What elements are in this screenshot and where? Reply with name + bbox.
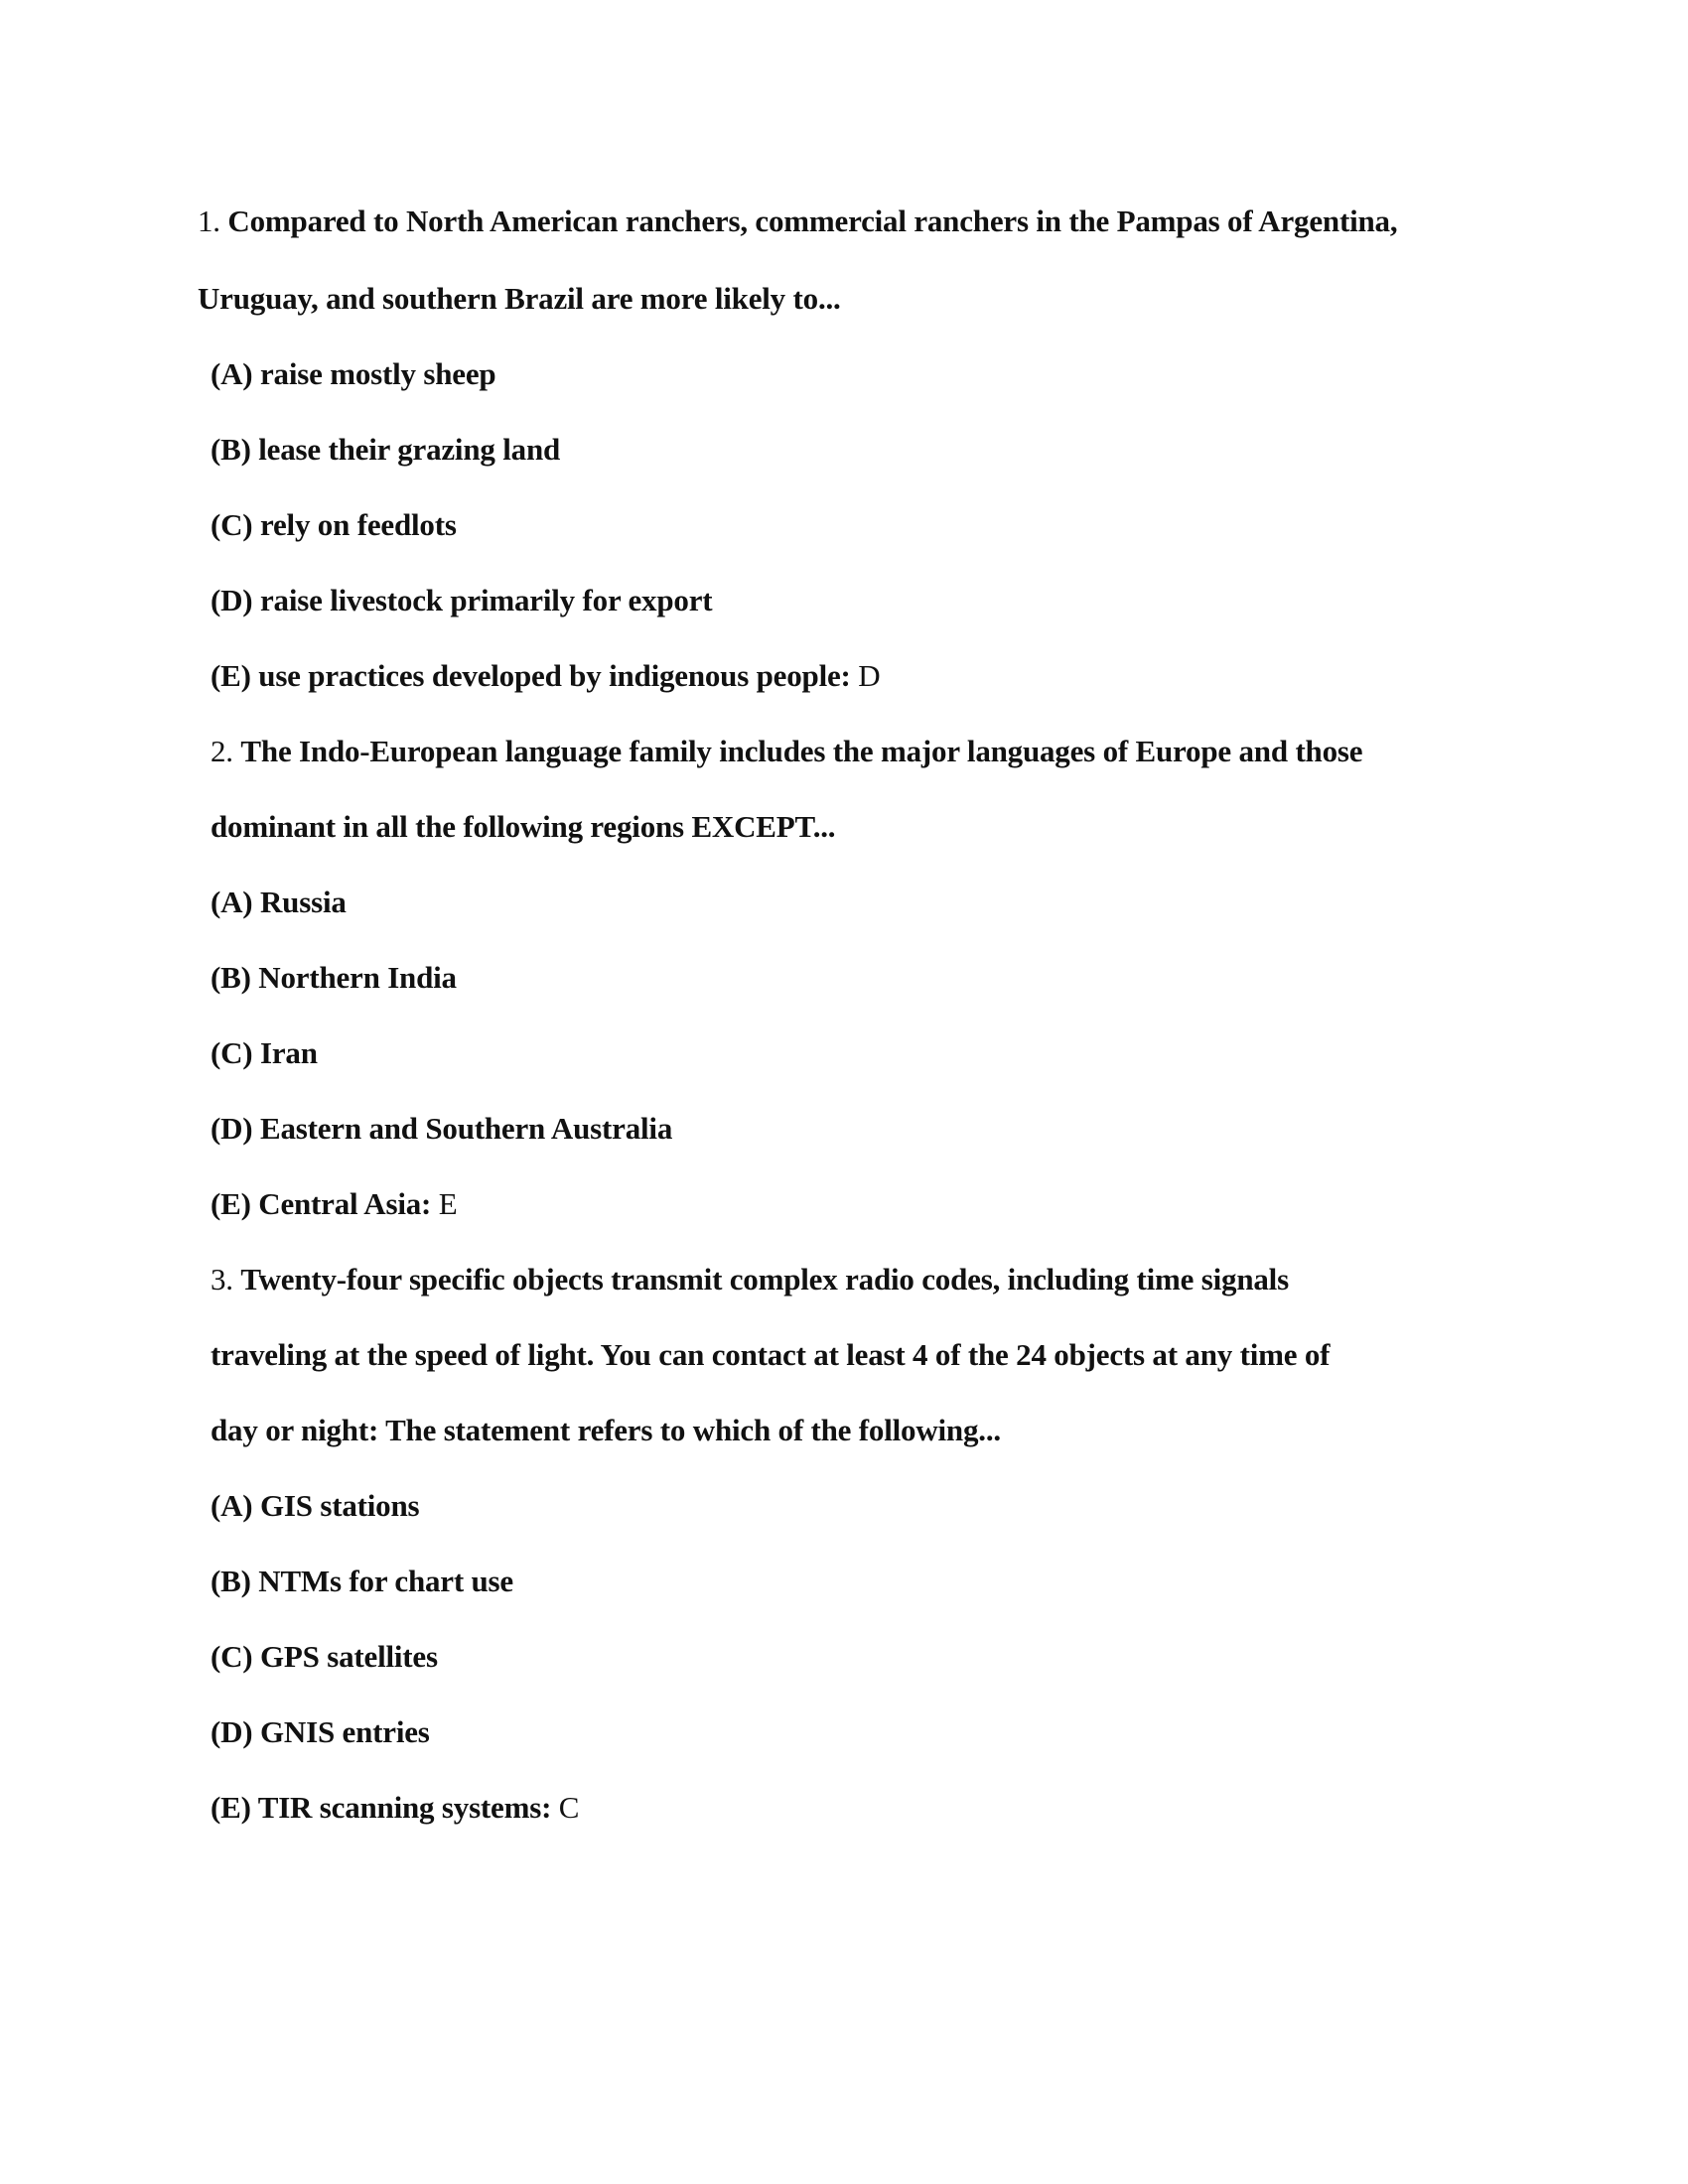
question-3-stem-line-3: day or night: The statement refers to which of the following... bbox=[211, 1413, 1001, 1447]
question-2-option-e bbox=[211, 1184, 458, 1224]
question-3-stem-text: Twenty-four specific objects transmit complex radio codes, including time signals bbox=[240, 1262, 1289, 1297]
question-3-option-d: (D) GNIS entries bbox=[211, 1714, 430, 1749]
question-2-stem-line-1 bbox=[211, 732, 1362, 771]
question-3-stem-line-2: traveling at the speed of light. You can contact at least 4 of the 24 objects at any time of bbox=[211, 1337, 1331, 1372]
question-2-option-c: (C) Iran bbox=[211, 1035, 318, 1070]
question-3-stem-line-1 bbox=[211, 1260, 1289, 1299]
question-3-number: 3. bbox=[211, 1262, 233, 1297]
question-2-option-b: (B) Northern India bbox=[211, 960, 457, 995]
question-2-stem-line-2: dominant in all the following regions EXCEPT... bbox=[211, 809, 836, 844]
question-3-option-e-text: (E) TIR scanning systems: bbox=[211, 1790, 552, 1825]
question-3-option-b: (B) NTMs for chart use bbox=[211, 1564, 513, 1598]
question-1-option-c: (C) rely on feedlots bbox=[211, 507, 457, 542]
question-1-option-e bbox=[211, 656, 880, 696]
question-1-option-b: (B) lease their grazing land bbox=[211, 432, 561, 467]
question-3-option-e bbox=[211, 1788, 579, 1828]
question-2-answer: E bbox=[438, 1186, 458, 1221]
question-1-option-a: (A) raise mostly sheep bbox=[211, 356, 496, 391]
question-2-option-d: (D) Eastern and Southern Australia bbox=[211, 1111, 673, 1146]
question-1-option-e-text: (E) use practices developed by indigenous people: bbox=[211, 658, 851, 693]
question-3-option-c: (C) GPS satellites bbox=[211, 1639, 438, 1674]
question-3-option-a: (A) GIS stations bbox=[211, 1488, 420, 1523]
question-3-answer: C bbox=[558, 1790, 580, 1825]
question-1-stem-line-1 bbox=[198, 202, 1397, 241]
question-1-stem-text: Compared to North American ranchers, commercial ranchers in the Pampas of Argentina, bbox=[227, 204, 1398, 238]
question-1-stem-line-2: Uruguay, and southern Brazil are more likely to... bbox=[198, 281, 841, 316]
question-2-stem-text: The Indo-European language family includes the major languages of Europe and those bbox=[240, 734, 1363, 768]
question-2-option-a: (A) Russia bbox=[211, 885, 347, 919]
question-1-option-d: (D) raise livestock primarily for export bbox=[211, 583, 713, 617]
question-1-number: 1. bbox=[198, 204, 220, 238]
question-2-option-e-text: (E) Central Asia: bbox=[211, 1186, 432, 1221]
question-2-number: 2. bbox=[211, 734, 233, 768]
question-1-answer: D bbox=[858, 658, 881, 693]
